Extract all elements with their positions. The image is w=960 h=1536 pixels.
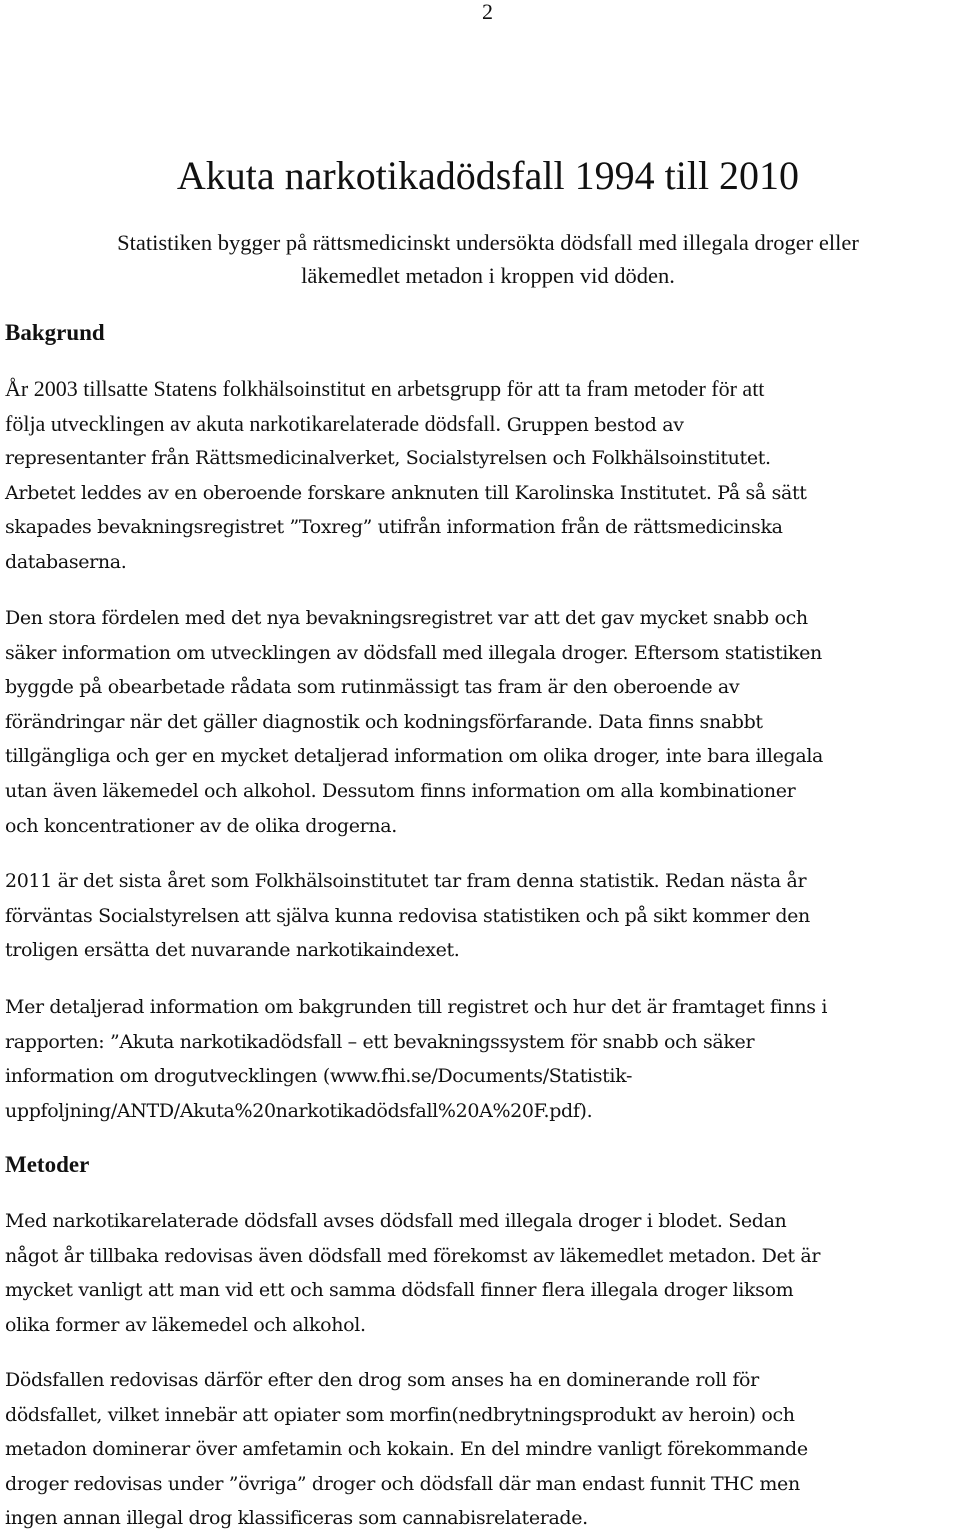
bakgrund-paragraph-4 [5,990,827,1128]
text-line: mycket vanligt att man vid ett och samma dödsfall finner flera illegala droger liksom [5,1279,794,1302]
text-line: rapporten: ”Akuta narkotikadödsfall – ett bevakningssystem för snabb och säker [5,1030,755,1053]
bakgrund-paragraph-3 [5,864,810,968]
page-number: 2 [482,0,493,24]
bakgrund-paragraph-1-intro-line2 [5,407,684,443]
metoder-paragraph-1 [5,1204,820,1342]
text-line: olika former av läkemedel och alkohol. [5,1313,366,1336]
text-line: metadon dominerar över amfetamin och kokain. En del mindre vanligt förekommande [5,1438,808,1461]
text-line: troligen ersätta det nuvarande narkotikaindexet. [5,939,460,962]
text-line: följa utvecklingen av akuta narkotikarelaterade dödsfall. [5,410,502,436]
text-line: representanter från Rättsmedicinalverket, Socialstyrelsen och Folkhälsoinstitutet. [5,447,771,470]
text-line: förväntas Socialstyrelsen att själva kunna redovisa statistiken och på sikt kommer den [5,904,810,927]
text-line: information om drogutvecklingen (www.fhi.se/Documents/Statistik- [5,1065,633,1088]
text-line: förändringar när det gäller diagnostik och kodningsförfarande. Data finns snabbt [5,710,763,733]
text-line: ingen annan illegal drog klassificeras som cannabisrelaterade. [5,1507,588,1530]
text-line: byggde på obearbetade rådata som rutinmässigt tas fram är den oberoende av [5,676,740,699]
text-line: tillgängliga och ger en mycket detaljerad information om olika droger, inte bara illegala [5,745,824,768]
text-line: Den stora fördelen med det nya bevakningsregistret var att det gav mycket snabb och [5,607,808,629]
text-line: och koncentrationer av de olika drogerna. [5,814,397,837]
document-subtitle [0,226,960,292]
text-line: 2011 är det sista året som Folkhälsoinstitutet tar fram denna statistik. Redan nästa år [5,870,807,892]
text-line: något år tillbaka redovisas även dödsfall med förekomst av läkemedlet metadon. Det är [5,1244,821,1267]
bakgrund-paragraph-2 [5,601,823,843]
text-line: År 2003 tillsatte Statens folkhälsoinstitut en arbetsgrupp för att ta fram metoder för att [5,376,765,401]
text-line: Med narkotikarelaterade dödsfall avses dödsfall med illegala droger i blodet. Sedan [5,1210,787,1232]
subtitle-line: läkemedlet metadon i kroppen vid döden. [301,263,675,288]
text-line: skapades bevakningsregistret ”Toxreg” utifrån information från de rättsmedicinska [5,516,783,539]
text-line: säker information om utvecklingen av dödsfall med illegala droger. Eftersom statistiken [5,641,822,664]
text-line: Mer detaljerad information om bakgrunden till registret och hur det är framtaget finns i [5,996,828,1018]
report-link-text: uppfoljning/ANTD/Akuta%20narkotikadödsfall%20A%20F.pdf). [5,1099,593,1122]
bakgrund-paragraph-1-intro [5,372,764,407]
text-line-tail: Gruppen bestod av [501,413,684,436]
document-title: Akuta narkotikadödsfall 1994 till 2010 [176,153,800,198]
text-line: dödsfallet, vilket innebär att opiater som morfin(nedbrytningsprodukt av heroin) och [5,1403,795,1426]
section-heading-metoder: Metoder [5,1152,90,1177]
text-line: droger redovisas under ”övriga” droger och dödsfall där man endast funnit THC men [5,1472,800,1495]
subtitle-line: Statistiken bygger på rättsmedicinskt undersökta dödsfall med illegala droger eller [117,230,859,255]
text-line: databaserna. [5,550,127,573]
text-line: Arbetet leddes av en oberoende forskare anknuten till Karolinska Institutet. På så sätt [5,481,807,504]
bakgrund-paragraph-1 [5,441,807,579]
text-line: utan även läkemedel och alkohol. Dessutom finns information om alla kombinationer [5,779,796,802]
metoder-paragraph-2 [5,1363,808,1536]
section-heading-bakgrund: Bakgrund [5,320,105,345]
text-line: Dödsfallen redovisas därför efter den drog som anses ha en dominerande roll för [5,1369,759,1391]
